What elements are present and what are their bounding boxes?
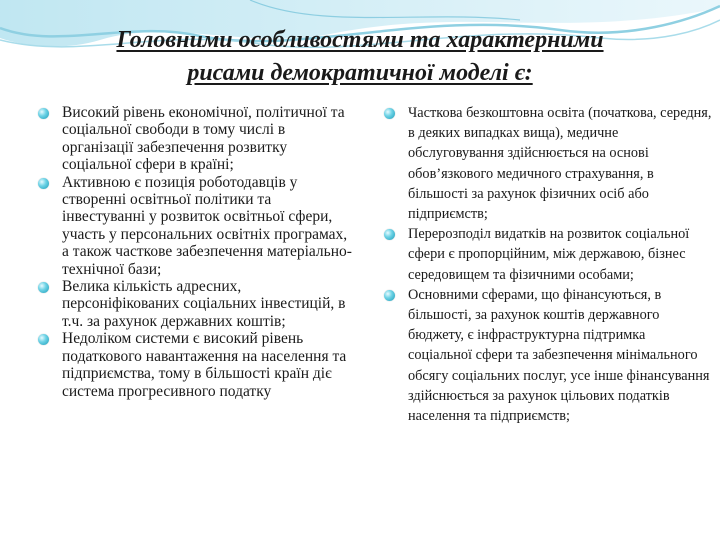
title-line-2: рисами демократичної моделі є: (187, 60, 533, 86)
title-line-1: Головними особливостями та характерними (116, 27, 604, 53)
list-item (36, 174, 356, 278)
list-item-text: Велика кількість адресних, персоніфікованих соціальних інвестицій, в т.ч. за рахунок державних коштів; (62, 278, 346, 330)
slide-title (40, 24, 680, 90)
bullet-icon (38, 108, 49, 119)
bullet-icon (384, 229, 395, 240)
list-item-text: Високий рівень економічної, політичної та соціальної свободи в тому числі в організації забезпечення розвитку соціальної сфери в країні; (62, 104, 345, 174)
left-column-list (36, 104, 356, 400)
list-item-text: Активною є позиція роботодавців у створенні освітньої політики та інвестуванні у розвиток освітньої сфери, участь у персональних освітніх програмах, а також часткове забезпечення матеріально-технічної бази; (62, 173, 352, 278)
bullet-icon (38, 334, 49, 345)
bullet-icon (384, 108, 395, 119)
list-item-text: Основними сферами, що фінансуються, в більшості, за рахунок коштів державного бюджету, є інфраструктурна підтримка соціальної сфери та забезпечення мінімального обсягу соціальних послуг, усе інше фінансування здійснюється за рахунок цільових податків населення та підприємств; (408, 286, 710, 425)
bullet-icon (38, 178, 49, 189)
list-item (382, 285, 712, 426)
list-item (36, 330, 356, 400)
list-item (36, 278, 356, 330)
bullet-icon (384, 290, 395, 301)
list-item-text: Перерозподіл видатків на розвиток соціальної сфери є пропорційним, між державою, бізнес середовищем та фізичними особами; (408, 226, 690, 283)
bullet-icon (38, 282, 49, 293)
list-item (36, 104, 356, 174)
list-item-text: Недоліком системи є високий рівень податкового навантаження на населення та підприємства, тому в більшості країн діє система прогресивного податку (62, 330, 347, 400)
right-column-list (382, 103, 712, 426)
list-item (382, 103, 712, 224)
list-item (382, 224, 712, 285)
list-item-text: Часткова безкоштовна освіта (початкова, середня, в деяких випадках вища), медичне обслуговування здійснюється на основі обов’язкового медичного страхування, в більшості за рахунок фізичних осіб або підприємств; (408, 105, 712, 223)
